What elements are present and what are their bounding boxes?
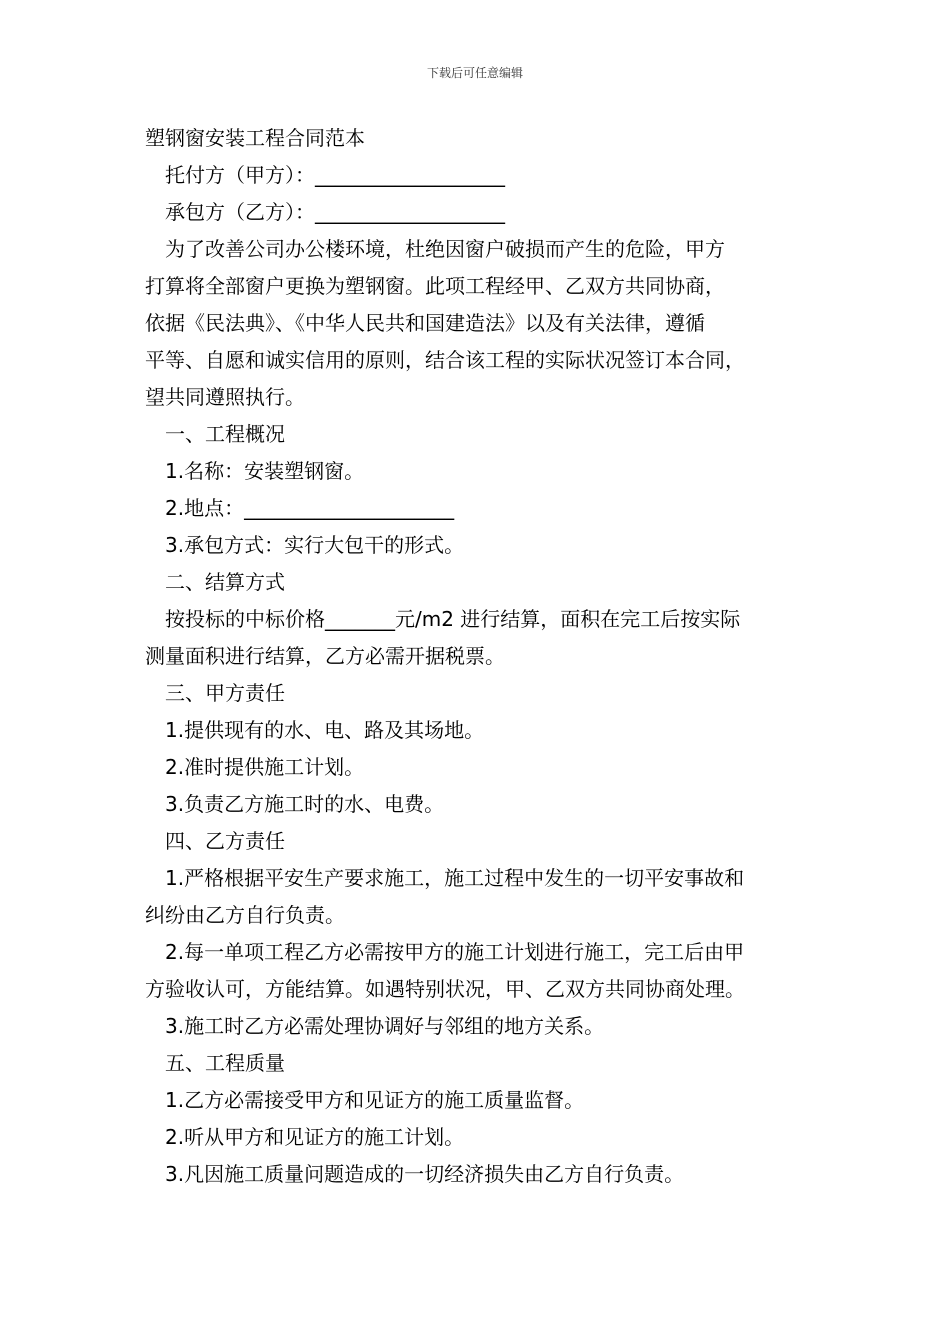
section-item: 2.准时提供施工计划。 [165,755,365,779]
section-heading: 二、结算方式 [165,570,285,594]
section-line: 按投标的中标价格_______元/m2 进行结算，面积在完工后按实际 [165,607,741,631]
section-item: 2.每一单项工程乙方必需按甲方的施工计划进行施工，完工后由甲 [165,940,745,964]
page-header: 下载后可任意编辑 [426,66,523,80]
section-item: 3.凡因施工质量问题造成的一切经济损失由乙方自行负责。 [165,1162,685,1186]
section-heading: 三、甲方责任 [165,681,285,705]
section-item-continued: 方验收认可，方能结算。如遇特别状况，甲、乙双方共同协商处理。 [145,977,745,1001]
section-item: 1.乙方必需接受甲方和见证方的施工质量监督。 [165,1088,585,1112]
section-heading: 四、乙方责任 [165,829,285,853]
section-item: 2.地点：_____________________ [165,496,455,520]
party-b-line: 承包方（乙方）：___________________ [165,200,505,224]
section-item: 2.听从甲方和见证方的施工计划。 [165,1125,465,1149]
section-item: 3.负责乙方施工时的水、电费。 [165,792,445,816]
section-item-continued: 纠纷由乙方自行负责。 [145,903,345,927]
document-body [145,120,825,1193]
document-title: 塑钢窗安装工程合同范本 [145,126,365,150]
section-heading: 一、工程概况 [165,422,285,446]
intro-line: 依据《民法典》、《中华人民共和国建造法》以及有关法律，遵循 [145,311,705,335]
section-item: 3.施工时乙方必需处理协调好与邻组的地方关系。 [165,1014,605,1038]
section-heading: 五、工程质量 [165,1051,285,1075]
section-item: 1.提供现有的水、电、路及其场地。 [165,718,485,742]
section-line: 测量面积进行结算，乙方必需开据税票。 [145,644,505,668]
section-item: 3.承包方式：实行大包干的形式。 [165,533,465,557]
party-a-line: 托付方（甲方）：___________________ [165,163,505,187]
intro-line: 打算将全部窗户更换为塑钢窗。此项工程经甲、乙双方共同协商， [145,274,725,298]
section-item: 1.严格根据平安生产要求施工，施工过程中发生的一切平安事故和 [165,866,745,890]
intro-line: 为了改善公司办公楼环境，杜绝因窗户破损而产生的危险，甲方 [165,237,725,261]
intro-line: 平等、自愿和诚实信用的原则，结合该工程的实际状况签订本合同， [145,348,745,372]
section-item: 1.名称：安装塑钢窗。 [165,459,365,483]
intro-line: 望共同遵照执行。 [145,385,305,409]
